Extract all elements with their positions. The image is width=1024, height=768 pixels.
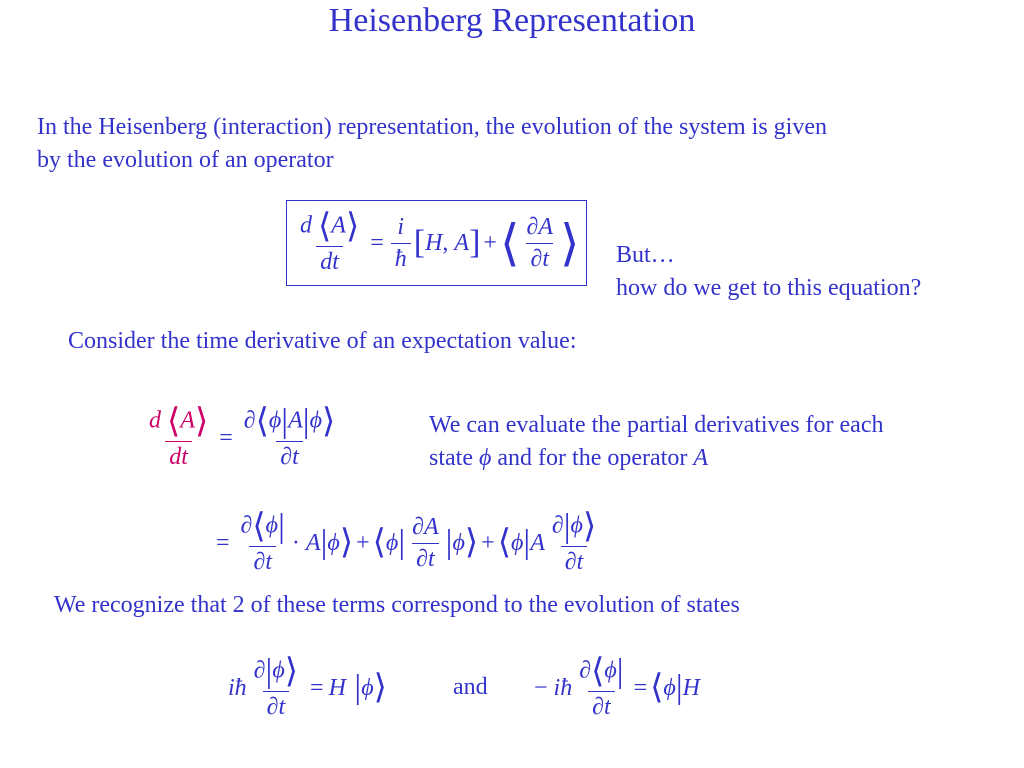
lhs-fraction-highlight: $\frac{d ⟨A⟩}{dt}$ (149, 403, 209, 471)
expanded-derivative-equation: = $\frac{\partial⟨\phi|}{\partial t}$ · A | ϕ ⟩ + ⟨ ϕ | $\frac{\partial A}{\partial t}$ | ϕ ⟩ + ⟨ ϕ | A $\frac{\partial|\phi⟩}{\partial t}$ (216, 505, 603, 581)
intro-paragraph (37, 111, 997, 177)
consider-text: Consider the time derivative of an expectation value: (68, 328, 577, 354)
ket-schrodinger-equation: iħ $\frac{\partial|\phi⟩}{\partial t}$ = H | ϕ ⟩ (228, 653, 387, 721)
lhs-fraction: $\frac{d ⟨A⟩}{dt}$ (300, 208, 360, 276)
question-block (616, 239, 921, 305)
expectation-derivative-equation: $\frac{d ⟨A⟩}{dt}$ = $\frac{\partial⟨\phi|A|\phi⟩}{\partial t}$ (142, 400, 342, 476)
ket-time-derivative-fraction: $\frac{\partial|\phi⟩}{\partial t}$ (253, 653, 299, 721)
bra-derivative-fraction: $\frac{\partial⟨\phi|}{\partial t}$ (240, 508, 285, 576)
evaluate-text (429, 409, 884, 475)
recognize-text: We recognize that 2 of these terms correspond to the evolution of states (54, 592, 740, 618)
slide-title: Heisenberg Representation (328, 2, 696, 39)
question-text: how do we get to this equation? (616, 275, 922, 301)
braket-derivative-fraction: $\frac{\partial⟨\phi|A|\phi⟩}{\partial t}$ (243, 403, 336, 471)
bra-schrodinger-equation: − iħ $\frac{\partial⟨\phi|}{\partial t}$ = ⟨ ϕ | H (534, 653, 700, 721)
evaluate-line-1: We can evaluate the partial derivatives for each (429, 412, 884, 438)
intro-line-1: In the Heisenberg (interaction) representation, the evolution of the system is given (37, 114, 827, 140)
intro-line-2: by the evolution of an operator (37, 147, 334, 173)
operator-derivative-fraction: $\frac{\partial A}{\partial t}$ (412, 514, 439, 572)
evaluate-line-2: state ϕ and for the operator A (429, 445, 708, 471)
i-over-hbar-fraction: $\frac{i}{ħ}$ (391, 214, 411, 272)
bra-time-derivative-fraction: $\frac{\partial⟨\phi|}{\partial t}$ (579, 653, 624, 721)
partial-a-fraction: $\frac{\partial A}{\partial t}$ (526, 214, 554, 272)
but-text: But… (616, 242, 675, 268)
ket-derivative-fraction: $\frac{\partial|\phi⟩}{\partial t}$ (551, 508, 597, 576)
heisenberg-equation-box: $\frac{d ⟨A⟩}{dt}$ = $\frac{i}{ħ}$ [ H , A ] + ⟨ $\frac{\partial A}{\partial t}$ ⟩ (286, 200, 587, 286)
and-text: and (453, 674, 488, 700)
